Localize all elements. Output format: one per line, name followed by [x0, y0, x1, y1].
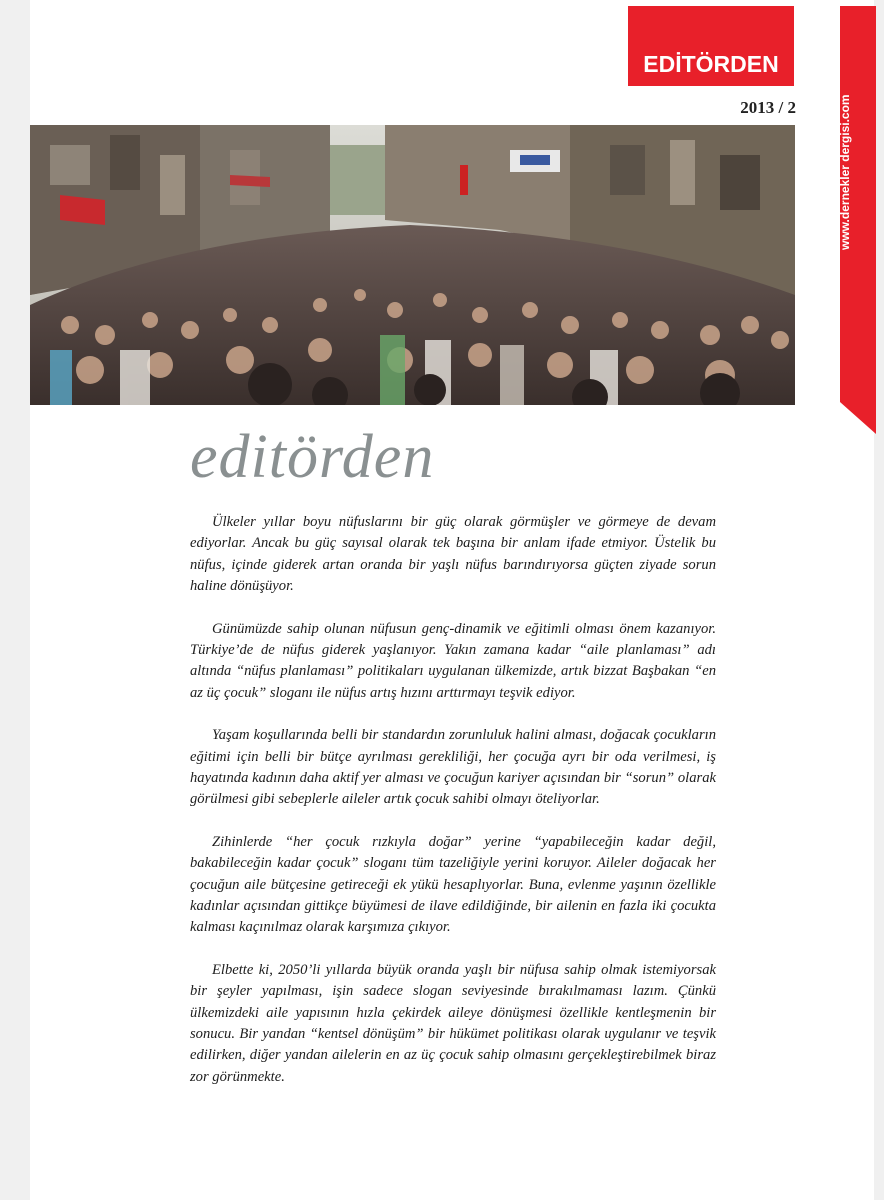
paragraph: Ülkeler yıllar boyu nüfuslarını bir güç olarak görmüşler ve görmeye de devam ediyorlar. Ancak bu güç sayısal olarak tek başına bir anlam ifade etmiyor. Üstelik bu nüfus, içinde giderek artan oranda bir yaşlı nüfus barındırıyorsa güçten ziyade sorun haline dönüşüyor.: [190, 514, 716, 594]
page-title: editörden: [190, 423, 435, 491]
crowd-street-photo: [30, 125, 795, 405]
paragraph: Günümüzde sahip olunan nüfusun genç-dinamik ve eğitimli olması önem kazanıyor. Türkiye’de de nüfus giderek yaşlanıyor. Yakın zamana kadar “aile planlaması” adı altında “nüfus planlaması” politikaları uygulanan ülkemizde, artık bizzat Başbakan “en az üç çocuk” sloganı ile nüfus artış hızını arttırmayı teşvik ediyor.: [190, 620, 716, 701]
paragraph: Yaşam koşullarında belli bir standardın zorunluluk halini alması, doğacak çocukların eğitimi için belli bir bütçe ayrılması gerekliliği, her çocuğa ayrı bir oda verilmesi, iş hayatında kadının daha aktif yer alması ve çocuğun kariyer açısından bir “sorun” olarak görülmesi gibi sebeplerle aileler artık çocuk sahibi olmayı öteliyorlar.: [190, 727, 716, 808]
issue-number: 2013 / 2: [740, 98, 796, 117]
page-margin-left: [0, 0, 30, 1200]
paragraph: Elbette ki, 2050’li yıllarda büyük oranda yaşlı bir nüfusa sahip olmak istemiyorsak bir şeyler yapılması, işin sadece slogan seviyesinde bırakılmaması lazım. Çünkü ülkemizdeki aile yapısının hızla çekirdek aileye dönüşmesi özellikle kentleşmenin bir sonucu. Bir yandan “kentsel dönüşüm” bir hükümet politikası olarak uygulanır ve teşvik edilirken, diğer yandan ailelerin en az üç çocuk sahip olmasını gerçekleştirebilmek biraz zor görünmekte.: [190, 962, 716, 1085]
section-tab: [628, 6, 794, 86]
editorial-body: [190, 512, 716, 1109]
section-tab-label: EDİTÖRDEN: [643, 51, 779, 77]
website-url: www.dernekler dergisi.com: [838, 94, 852, 250]
crowd-photo-illustration: [30, 125, 795, 405]
paragraph: Zihinlerde “her çocuk rızkıyla doğar” yerine “yapabileceğin kadar değil, bakabileceğin kadar çocuk” sloganı tüm tazeliğiyle yerini koruyor. Aileler doğacak her çocuğun aile bütçesine getireceği ek yükü hesaplıyorlar. Buna, evlenme yaşının özellikle kadınlar açısından gittikçe büyümesi de ilave edildiğinde, bir ailenin en fazla iki çocukta kalması kaçınılmaz olarak karşımıza çıkıyor.: [190, 834, 716, 936]
